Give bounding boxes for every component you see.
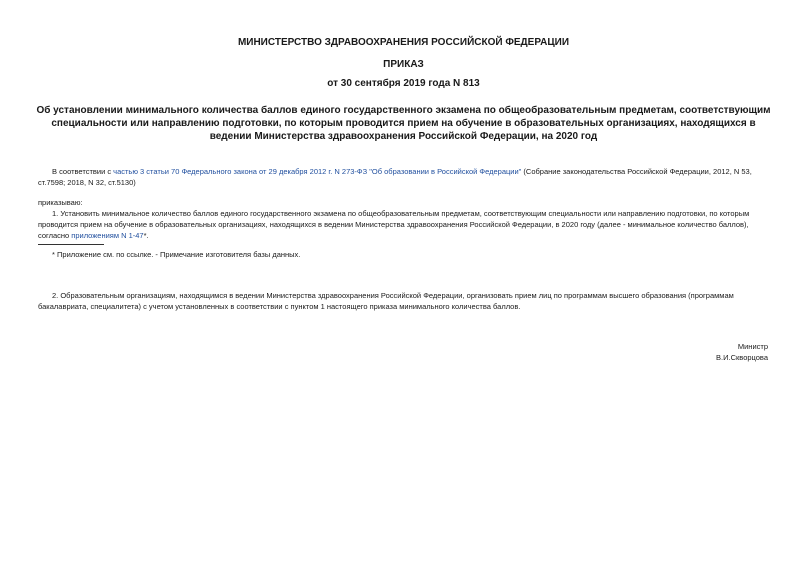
- item-1-suffix: *.: [143, 231, 149, 240]
- footnote: * Приложение см. по ссылке. - Примечание изготовителя базы данных.: [52, 250, 301, 259]
- appendix-link[interactable]: приложениям N 1-47: [71, 231, 144, 240]
- order-date-number: от 30 сентября 2019 года N 813: [327, 78, 480, 89]
- preamble-paragraph: [38, 166, 768, 188]
- footnote-separator: [38, 244, 104, 245]
- item-2-paragraph: 2. Образовательным организациям, находящимся в ведении Министерства здравоохранения Российской Федерации, организовать прием лиц по программам высшего образования (программам бакалавриата, специалитета) с учетом установленных в соответствии с пунктом 1 настоящего приказа минимального количества баллов.: [38, 291, 734, 311]
- item-1-text: 1. Установить минимальное количество баллов единого государственного экзамена по общеобразовательным предметам, соответствующим специальности или направлению подготовки, по которым проводится прием на обучение в образовательных организациях, находящихся в ведении Министерства здравоохранения Российской Федерации, в 2020 году (далее - минимальное количество баллов), согласно: [38, 209, 750, 240]
- preamble-prefix: В соответствии с: [52, 167, 114, 176]
- order-word: приказываю:: [38, 198, 83, 207]
- federal-law-link[interactable]: частью 3 статьи 70 Федерального закона от 29 декабря 2012 г. N 273-ФЗ "Об образовании в Российской Федерации": [113, 167, 522, 176]
- signature-name: В.И.Скворцова: [716, 353, 768, 362]
- order-title: Об установлении минимального количества баллов единого государственного экзамена по общеобразовательным предметам, соответствующим специальности или направлению подготовки, по которым проводится прием на обучение в образовательных организациях, находящихся в ведении Министерства здравоохранения Российской Федерации, на 2020 год: [36, 105, 771, 142]
- ministry-header: МИНИСТЕРСТВО ЗДРАВООХРАНЕНИЯ РОССИЙСКОЙ ФЕДЕРАЦИИ: [237, 37, 570, 48]
- item-1-paragraph: [38, 208, 768, 241]
- signature-position: Министр: [737, 342, 768, 351]
- preamble-suffix: (Собрание законодательства Российской Федерации, 2012, N 53, ст.7598; 2018, N 32, ст.5130): [38, 167, 752, 187]
- order-heading: ПРИКАЗ: [383, 59, 424, 70]
